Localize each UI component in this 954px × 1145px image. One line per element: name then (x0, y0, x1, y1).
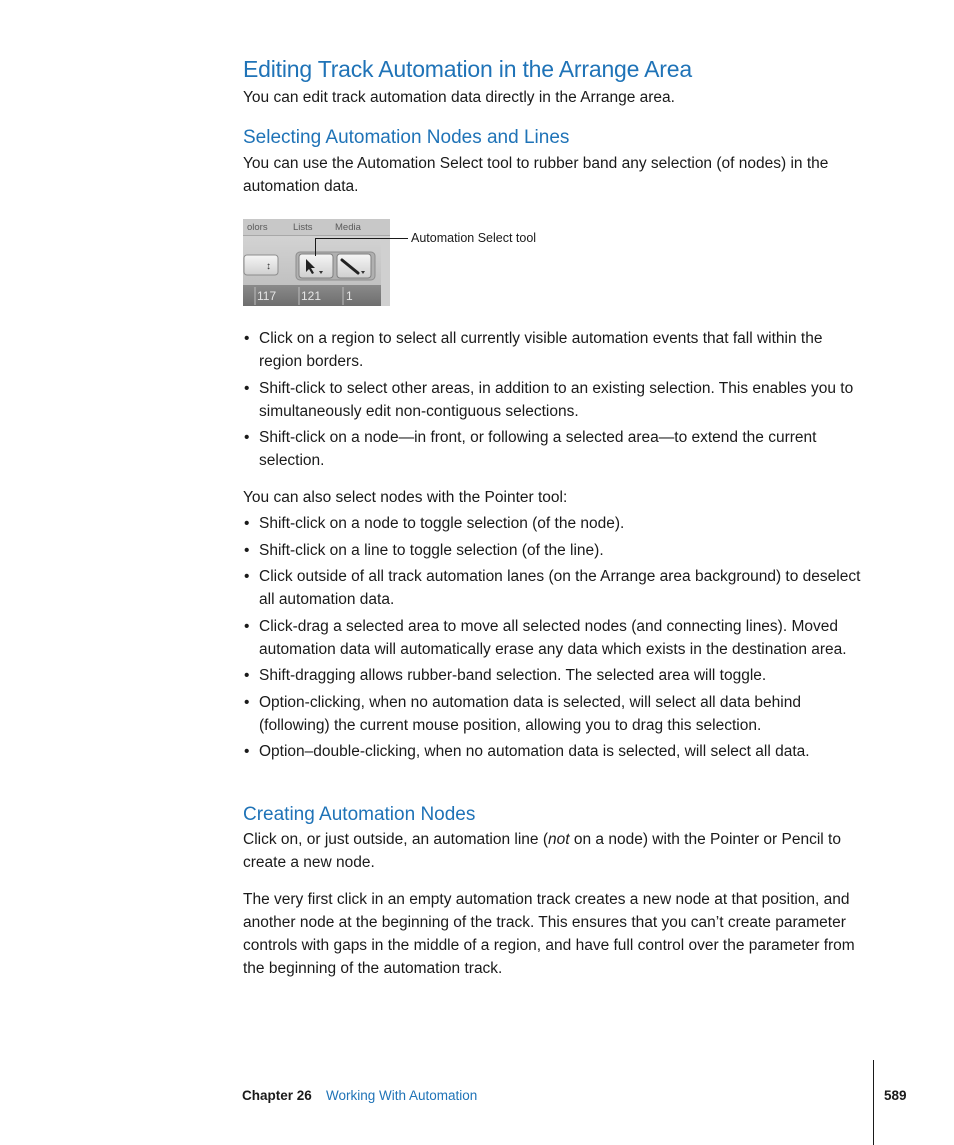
creating-paragraph-2: The very first click in an empty automation track creates a new node at that position, and another node at the beginning of the track. This ensures that you can’t create parameter controls with gaps in the middle of a region, and have full control over the parameter from the beginning of the automation track. (243, 891, 855, 977)
automation-toolbar-screenshot (243, 219, 390, 306)
list-item: • Shift-click on a node to toggle selection (of the node). (243, 512, 868, 535)
footer-chapter: Chapter 26 (242, 1088, 312, 1103)
tab-lists: Lists (293, 222, 313, 233)
footer-chapter-title: Working With Automation (326, 1088, 478, 1103)
page-title: Editing Track Automation in the Arrange Area (243, 56, 692, 82)
ruler-tick-117: 117 (257, 289, 277, 303)
svg-text:↕: ↕ (266, 261, 271, 272)
creating-paragraph (243, 828, 868, 874)
selecting-bullet-list (243, 327, 868, 476)
list-item: • Option-clicking, when no automation data is selected, will select all data behind (following) the current mouse position, allowing you to drag this selection. (243, 691, 868, 737)
section-heading-creating: Creating Automation Nodes (243, 804, 476, 825)
page-number: 589 (884, 1088, 907, 1103)
intro-paragraph: You can edit track automation data directly in the Arrange area. (243, 89, 675, 106)
list-item: • Click-drag a selected area to move all selected nodes (and connecting lines). Moved automation data will automatically erase any data which exists in the destination area. (243, 615, 868, 661)
list-item: • Click on a region to select all currently visible automation events that fall within the region borders. (243, 327, 868, 373)
creating-text-italic: not (548, 831, 570, 848)
list-item: • Shift-click to select other areas, in addition to an existing selection. This enables you to simultaneously edit non-contiguous selections. (243, 377, 868, 423)
section-heading-selecting: Selecting Automation Nodes and Lines (243, 127, 570, 148)
tab-colors: olors (247, 222, 268, 233)
pointer-bullet-list (243, 512, 868, 767)
list-item: • Shift-click on a line to toggle selection (of the line). (243, 539, 868, 562)
list-item: • Shift-dragging allows rubber-band selection. The selected area will toggle. (243, 664, 868, 687)
footer-divider (873, 1060, 874, 1145)
pointer-intro: You can also select nodes with the Pointer tool: (243, 489, 568, 506)
tab-media: Media (335, 222, 361, 233)
ruler-tick-partial: 1 (346, 289, 353, 303)
automation-select-tool-icon (299, 254, 333, 278)
ruler-tick-121: 121 (301, 289, 322, 303)
creating-text-a: Click on, or just outside, an automation line ( (243, 831, 548, 848)
selecting-paragraph: You can use the Automation Select tool to rubber band any selection (of nodes) in the automation data. (243, 155, 829, 195)
callout-leader-line (315, 238, 408, 239)
creating-text-b: on a node) with the Pointer or Pencil to create a new node. (243, 831, 841, 871)
list-item: • Option–double-clicking, when no automation data is selected, will select all data. (243, 740, 868, 763)
automation-curve-tool-icon (337, 254, 371, 278)
callout-leader-tick (315, 238, 316, 256)
list-item: • Click outside of all track automation lanes (on the Arrange area background) to deselect all automation data. (243, 565, 868, 611)
callout-label: Automation Select tool (411, 231, 537, 245)
list-item: • Shift-click on a node—in front, or following a selected area—to extend the current selection. (243, 426, 868, 472)
